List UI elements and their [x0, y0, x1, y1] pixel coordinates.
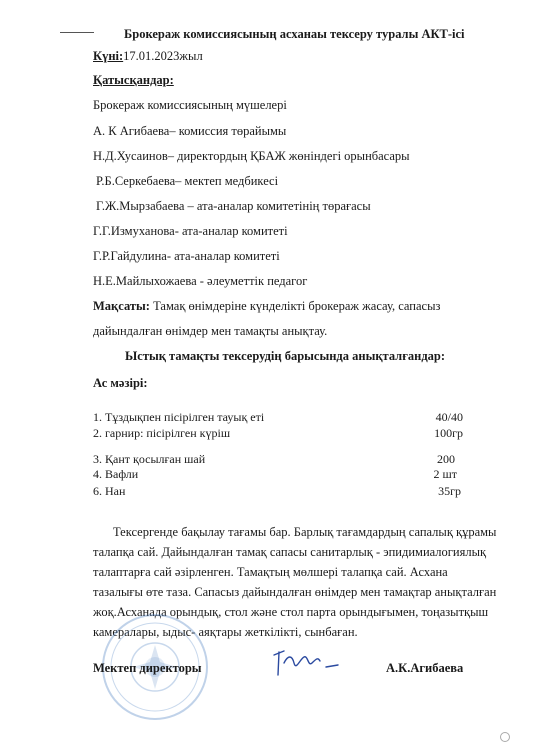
menu-item: [93, 452, 463, 466]
menu-item: [93, 467, 463, 481]
menu-item: [93, 410, 463, 424]
date-value: 17.01.2023жыл: [123, 49, 203, 63]
participant-item: Р.Б.Серкебаева– мектеп медбикесі: [96, 174, 279, 188]
conclusion-line: Тексергенде бақылау тағамы бар. Барлық тағамдардың сапалық құрамы: [113, 525, 497, 539]
handwritten-signature: [268, 645, 348, 685]
menu-item-qty: 100гр: [434, 426, 463, 440]
purpose-text-continued: дайындалған өнімдер мен тамақты анықтау.: [93, 324, 328, 338]
signature-role: Мектеп директоры: [93, 661, 202, 675]
document-title: Брокераж комиссиясының асханаы тексеру туралы АКТ-ісі: [124, 27, 465, 41]
signature-name: А.К.Агибаева: [386, 661, 464, 675]
menu-item-name: 4. Вафли: [93, 467, 139, 481]
menu-item-qty: 200: [437, 452, 455, 466]
conclusion-line: талапқа сай. Дайындалған тамақ сапасы санитарлық - эпидимиалогиялық: [93, 545, 487, 559]
participants-intro: Брокераж комиссиясының мүшелері: [93, 98, 287, 112]
participant-item: Н.Д.Хусаинов– директордың ҚБАЖ жөніндегі орынбасары: [93, 149, 410, 163]
menu-item-name: 6. Нан: [93, 484, 126, 498]
purpose-label: Мақсаты:: [93, 299, 150, 313]
date-label: Күні:: [93, 49, 124, 63]
participant-item: Г.Г.Измуханова- ата-аналар комитеті: [93, 224, 288, 238]
menu-item-qty: 35гр: [438, 484, 461, 498]
conclusion-line: тазалығы өте таза. Сапасыз дайындалған өнімдер мен тамақтар анықталған: [93, 585, 497, 599]
menu-item-qty: 2 шт: [433, 467, 457, 481]
participant-item: Н.Е.Майлыхожаева - әлеуметтік педагог: [93, 274, 308, 288]
header-dash: [60, 32, 94, 33]
conclusion-line: жоқ.Асханада орындық, стол және стол парта орындығымен, тоңазытқыш: [93, 605, 489, 619]
menu-item-name: 2. гарнир: пісірілген күріш: [93, 426, 231, 440]
participant-item: А. К Агибаева– комиссия төрайымы: [93, 124, 287, 138]
conclusion-line: камералары, ыдыс- аяқтары жеткілікті, сынбаған.: [93, 625, 358, 639]
menu-item: [93, 484, 463, 498]
participant-item: Г.Р.Гайдулина- ата-аналар комитеті: [93, 249, 280, 263]
participants-heading: Қатысқандар:: [93, 73, 174, 87]
participant-item: Г.Ж.Мырзабаева – ата-аналар комитетінің төрағасы: [96, 199, 371, 213]
menu-item-name: 1. Тұздықпен пісірілген тауық еті: [93, 410, 265, 424]
menu-item: [93, 426, 463, 440]
menu-item-name: 3. Қант қосылған шай: [93, 452, 206, 466]
menu-item-qty: 40/40: [435, 410, 463, 424]
menu-heading: Ас мәзірі:: [93, 376, 148, 390]
inspection-heading: Ыстық тамақты тексерудің барысында анықталғандар:: [125, 349, 446, 363]
date-line: [93, 48, 203, 64]
scan-mark-icon: [500, 732, 510, 742]
purpose-text: Тамақ өнімдеріне күнделікті брокераж жасау, сапасыз: [149, 299, 441, 313]
purpose-line: [93, 298, 440, 314]
conclusion-line: талаптарға сай әзірленген. Тамақтың мөлшері талапқа сай. Асхана: [93, 565, 448, 579]
